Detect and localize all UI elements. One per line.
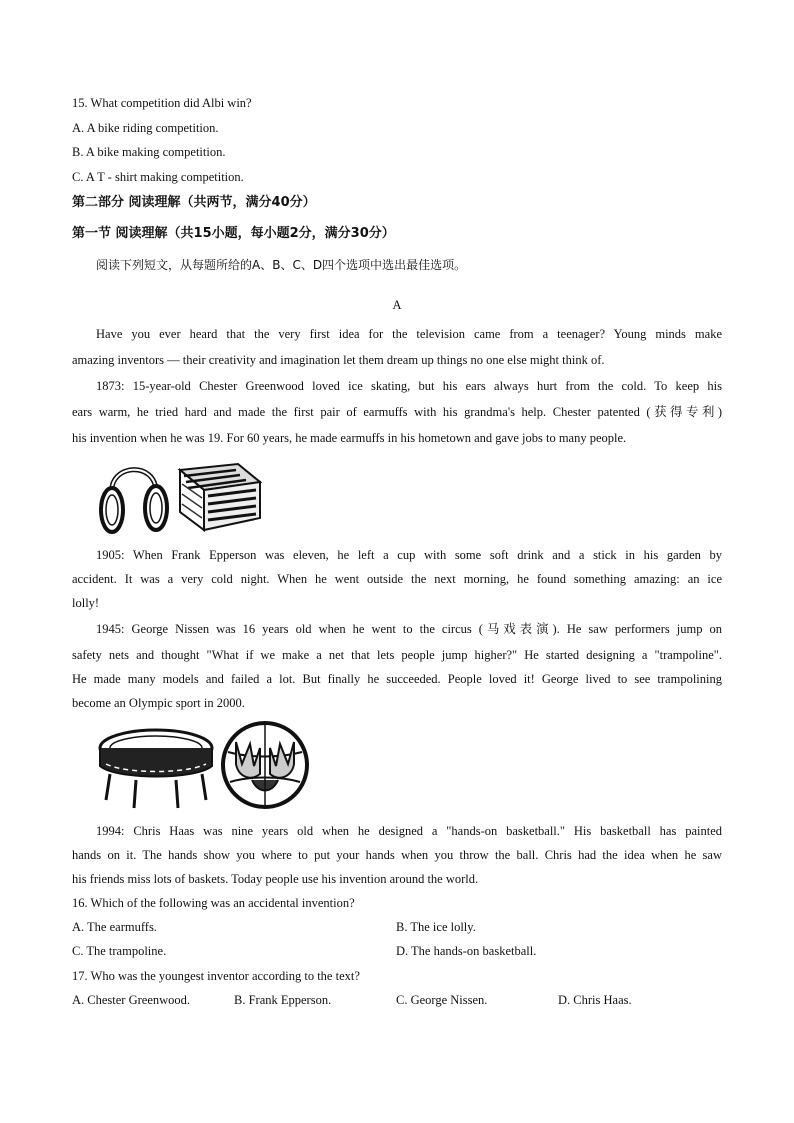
p4-line1: 1945: George Nissen was 16 years old when he went to the circus (马戏表演). He saw performers jump on	[96, 622, 722, 636]
trampoline-illustration	[96, 724, 216, 812]
p5-line2: hands on it. The hands show you where to put your hands when you throw the ball. Chris had the idea when he saw	[72, 848, 722, 862]
q16-option-c: C. The trampoline.	[72, 944, 167, 958]
p2-line3: his invention when he was 19. For 60 years, he made earmuffs in his hometown and gave jobs to many people.	[72, 431, 627, 445]
q16-option-d: D. The hands-on basketball.	[396, 944, 537, 958]
q17-option-d: D. Chris Haas.	[558, 993, 632, 1007]
instruction-text: 阅读下列短文，从每题所给的A、B、C、D四个选项中选出最佳选项。	[96, 258, 467, 272]
p2-line1: 1873: 15-year-old Chester Greenwood loved ice skating, but his ears always hurt from the cold. To keep his	[96, 379, 722, 393]
p3-line2: accident. It was a very cold night. When he went outside the next morning, he found something amazing: an ice	[72, 572, 722, 586]
q16-option-a: A. The earmuffs.	[72, 920, 157, 934]
section1-heading: 第一节 阅读理解（共15小题，每小题2分，满分30分）	[72, 226, 395, 241]
p3-line3: lolly!	[72, 596, 100, 610]
p4-line2: safety nets and thought "What if we make a net that lets people jump higher?" He started designing a "trampoline".	[72, 648, 722, 662]
q17-option-c: C. George Nissen.	[396, 993, 488, 1007]
ear-protector-patent-drawing	[176, 460, 264, 534]
q15-option-a: A. A bike riding competition.	[72, 121, 219, 135]
hands-on-basketball-illustration	[220, 718, 310, 812]
q15-option-c: C. A T - shirt making competition.	[72, 170, 244, 184]
earmuffs-illustration	[98, 456, 170, 536]
passage-label: A	[392, 298, 402, 312]
p4-line4: become an Olympic sport in 2000.	[72, 696, 245, 710]
q16-question: 16. Which of the following was an accidental invention?	[72, 896, 355, 910]
p3-line1: 1905: When Frank Epperson was eleven, he left a cup with some soft drink and a stick in his garden by	[96, 548, 722, 562]
p5-line3: his friends miss lots of baskets. Today people use his invention around the world.	[72, 872, 479, 886]
part2-heading: 第二部分 阅读理解（共两节，满分40分）	[72, 195, 316, 210]
q17-question: 17. Who was the youngest inventor according to the text?	[72, 969, 360, 983]
q15-question: 15. What competition did Albi win?	[72, 96, 252, 110]
p1-line2: amazing inventors — their creativity and imagination let them dream up things no one else might think of.	[72, 353, 605, 367]
p1-line1: Have you ever heard that the very first idea for the television came from a teenager? Young minds make	[96, 327, 722, 341]
p4-line3: He made many models and failed a lot. But finally he succeeded. People loved it! George lived to see trampolining	[72, 672, 722, 686]
q15-option-b: B. A bike making competition.	[72, 145, 226, 159]
p5-line1: 1994: Chris Haas was nine years old when he designed a "hands-on basketball." His basketball has painted	[96, 824, 722, 838]
q17-option-a: A. Chester Greenwood.	[72, 993, 191, 1007]
q16-option-b: B. The ice lolly.	[396, 920, 476, 934]
p2-line2: ears warm, he tried hard and made the first pair of earmuffs with his grandma's help. Chester patented (获得专利)	[72, 405, 722, 419]
q17-option-b: B. Frank Epperson.	[234, 993, 332, 1007]
